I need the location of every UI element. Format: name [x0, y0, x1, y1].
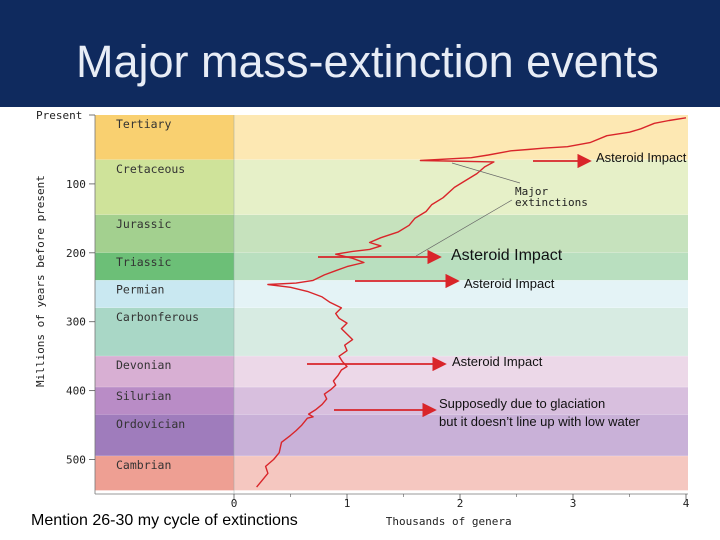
- y-tick-label: 400: [66, 384, 86, 398]
- y-tick-label: 100: [66, 177, 86, 191]
- x-tick-label: 0: [230, 497, 238, 510]
- y-axis-label: Millions of years before present: [34, 175, 47, 387]
- annotation-text: but it doesn’t line up with low water: [439, 414, 640, 429]
- annotation-text: Supposedly due to glaciation: [439, 396, 606, 411]
- period-label: Cretaceous: [116, 161, 186, 176]
- period-label: Devonian: [116, 358, 172, 373]
- x-axis-label: Thousands of genera: [385, 515, 512, 528]
- y-tick-label: 300: [66, 315, 86, 329]
- annotation-text: Asteroid Impact: [451, 247, 563, 264]
- annotation-text: Asteroid Impact: [464, 276, 555, 291]
- period-label: Jurassic: [116, 216, 172, 231]
- slide-title: Major mass-extinction events: [76, 36, 659, 87]
- footnote: Mention 26-30 my cycle of extinctions: [31, 512, 298, 529]
- x-tick-label: 4: [682, 497, 690, 510]
- period-label: Permian: [116, 282, 165, 297]
- period-label: Cambrian: [116, 458, 172, 473]
- y-tick-label: 200: [66, 246, 86, 260]
- callout-label: Major: [515, 185, 549, 198]
- y-tick-label: 500: [66, 453, 86, 467]
- period-label: Tertiary: [116, 117, 172, 131]
- annotation-text: Asteroid Impact: [596, 150, 687, 165]
- x-tick-label: 3: [569, 497, 577, 510]
- y-tick-label: Present: [36, 109, 83, 122]
- x-tick-label: 2: [456, 497, 464, 510]
- period-label: Triassic: [116, 254, 172, 269]
- period-label: Carbonferous: [116, 309, 200, 324]
- period-label: Silurian: [116, 389, 172, 404]
- annotation-text: Asteroid Impact: [452, 354, 543, 369]
- callout-label: extinctions: [515, 196, 588, 209]
- x-tick-label: 1: [343, 497, 351, 510]
- period-label: Ordovician: [116, 416, 186, 431]
